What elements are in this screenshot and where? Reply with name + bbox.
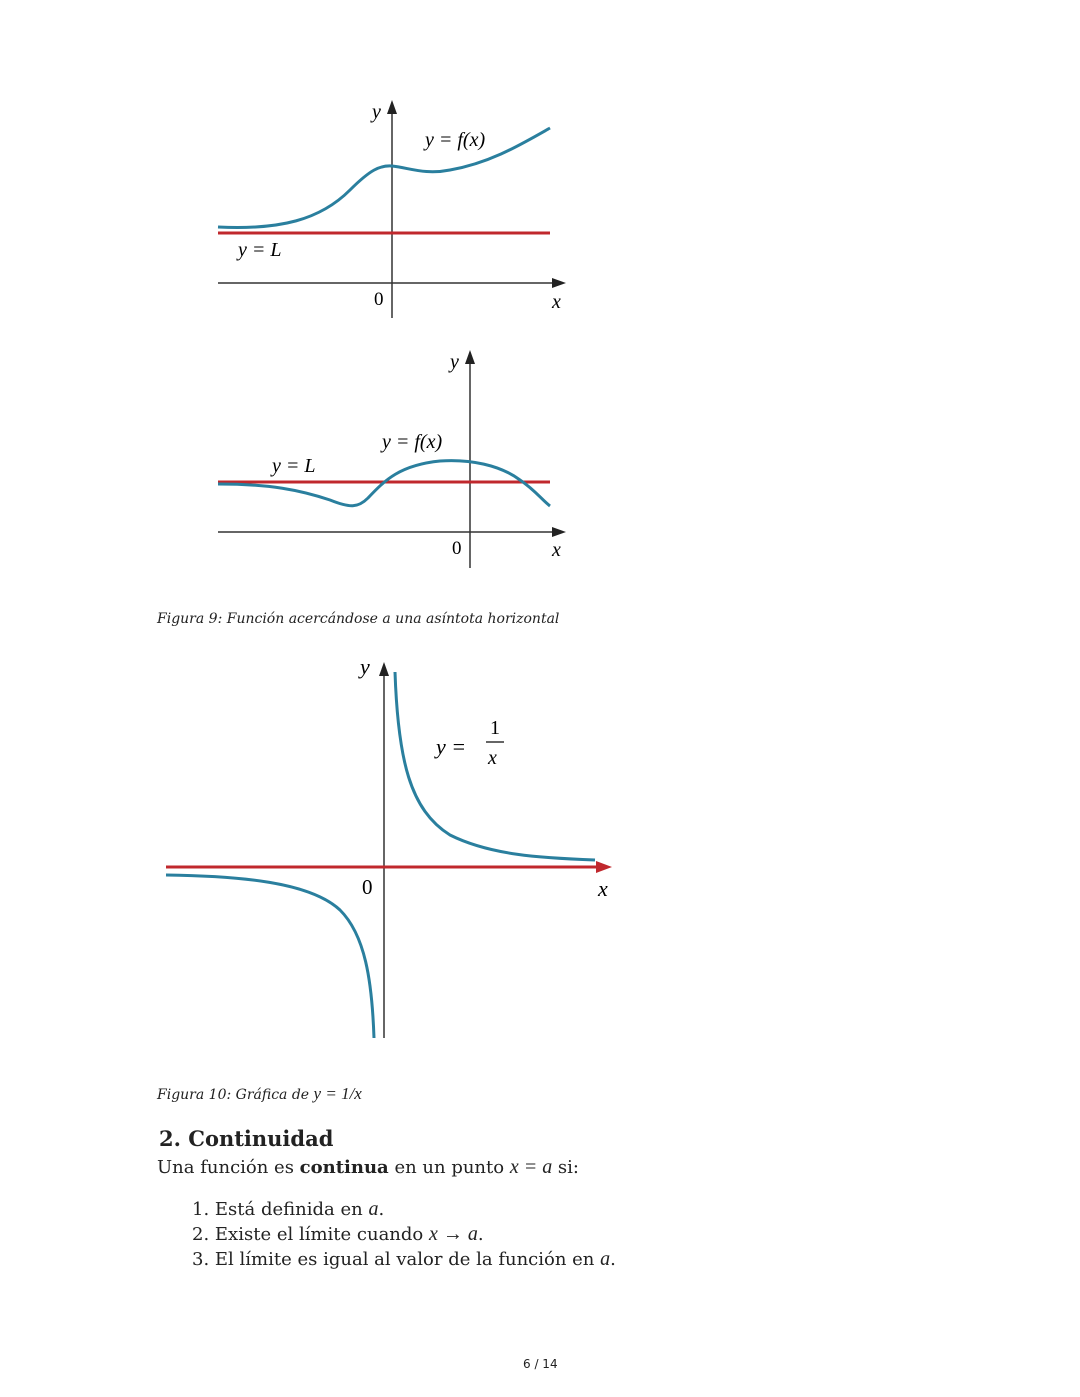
curve-negative-branch <box>166 875 374 1038</box>
condition-item <box>192 1247 616 1272</box>
condition-item <box>192 1222 616 1247</box>
y-axis-arrow-icon <box>379 662 389 676</box>
section-heading: 2. Continuidad <box>159 1126 334 1151</box>
x-axis-label: x <box>598 876 608 901</box>
figure9-graph2 <box>200 340 580 580</box>
x-axis-arrow-icon <box>552 278 566 288</box>
conditions-list <box>192 1197 616 1272</box>
intro-text: en un punto <box>388 1157 510 1178</box>
item-math: a <box>600 1248 611 1270</box>
figure9-caption: Figura 9: Función acercándose a una asíntota horizontal <box>157 611 560 627</box>
intro-bold: continua <box>299 1157 389 1178</box>
figure9-graph1 <box>200 90 580 330</box>
y-axis-label: y <box>450 351 459 373</box>
item-number: 2. <box>192 1224 210 1245</box>
caption-math: y = 1/x <box>313 1084 362 1103</box>
item-end: . <box>610 1249 616 1270</box>
item-text: El límite es igual al valor de la función en <box>214 1249 601 1270</box>
item-text: Está definida en <box>214 1199 369 1220</box>
origin-label: 0 <box>362 875 373 899</box>
caption-text: Figura 10: Gráfica de <box>157 1087 314 1103</box>
x-axis-arrow-icon <box>596 861 612 873</box>
asymptote-label: y = L <box>272 455 316 477</box>
intro-math: x = a <box>509 1156 553 1178</box>
curve-label: y = f(x) <box>382 431 443 453</box>
item-math: x → a <box>428 1223 478 1245</box>
y-axis-label: y <box>372 101 381 123</box>
figure10-graph <box>160 650 620 1050</box>
y-axis-label: y <box>360 654 370 679</box>
x-axis-arrow-icon <box>552 527 566 537</box>
asymptote-label: y = L <box>238 239 282 261</box>
intro-text: Una función es <box>157 1157 300 1178</box>
curve-label: y = f(x) <box>425 129 486 151</box>
item-math: a <box>368 1198 379 1220</box>
item-number: 1. <box>192 1199 210 1220</box>
item-text: Existe el límite cuando <box>214 1224 429 1245</box>
figure10-caption <box>157 1084 362 1104</box>
origin-label: 0 <box>452 538 462 559</box>
curve-label-lhs: y = <box>436 734 467 759</box>
y-axis-arrow-icon <box>465 350 475 364</box>
section-intro <box>157 1156 579 1179</box>
curve-label-numerator: 1 <box>490 717 500 739</box>
curve-label-denominator: x <box>488 747 497 769</box>
item-end: . <box>378 1199 385 1220</box>
origin-label: 0 <box>374 289 384 310</box>
y-axis-arrow-icon <box>387 100 397 114</box>
page-indicator: 6 / 14 <box>523 1357 558 1371</box>
condition-item <box>192 1197 616 1222</box>
x-axis-label: x <box>552 539 561 561</box>
x-axis-label: x <box>552 291 561 313</box>
intro-text: si: <box>552 1157 579 1178</box>
item-number: 3. <box>192 1249 210 1270</box>
item-end: . <box>477 1224 484 1245</box>
curve-fx <box>218 128 550 228</box>
